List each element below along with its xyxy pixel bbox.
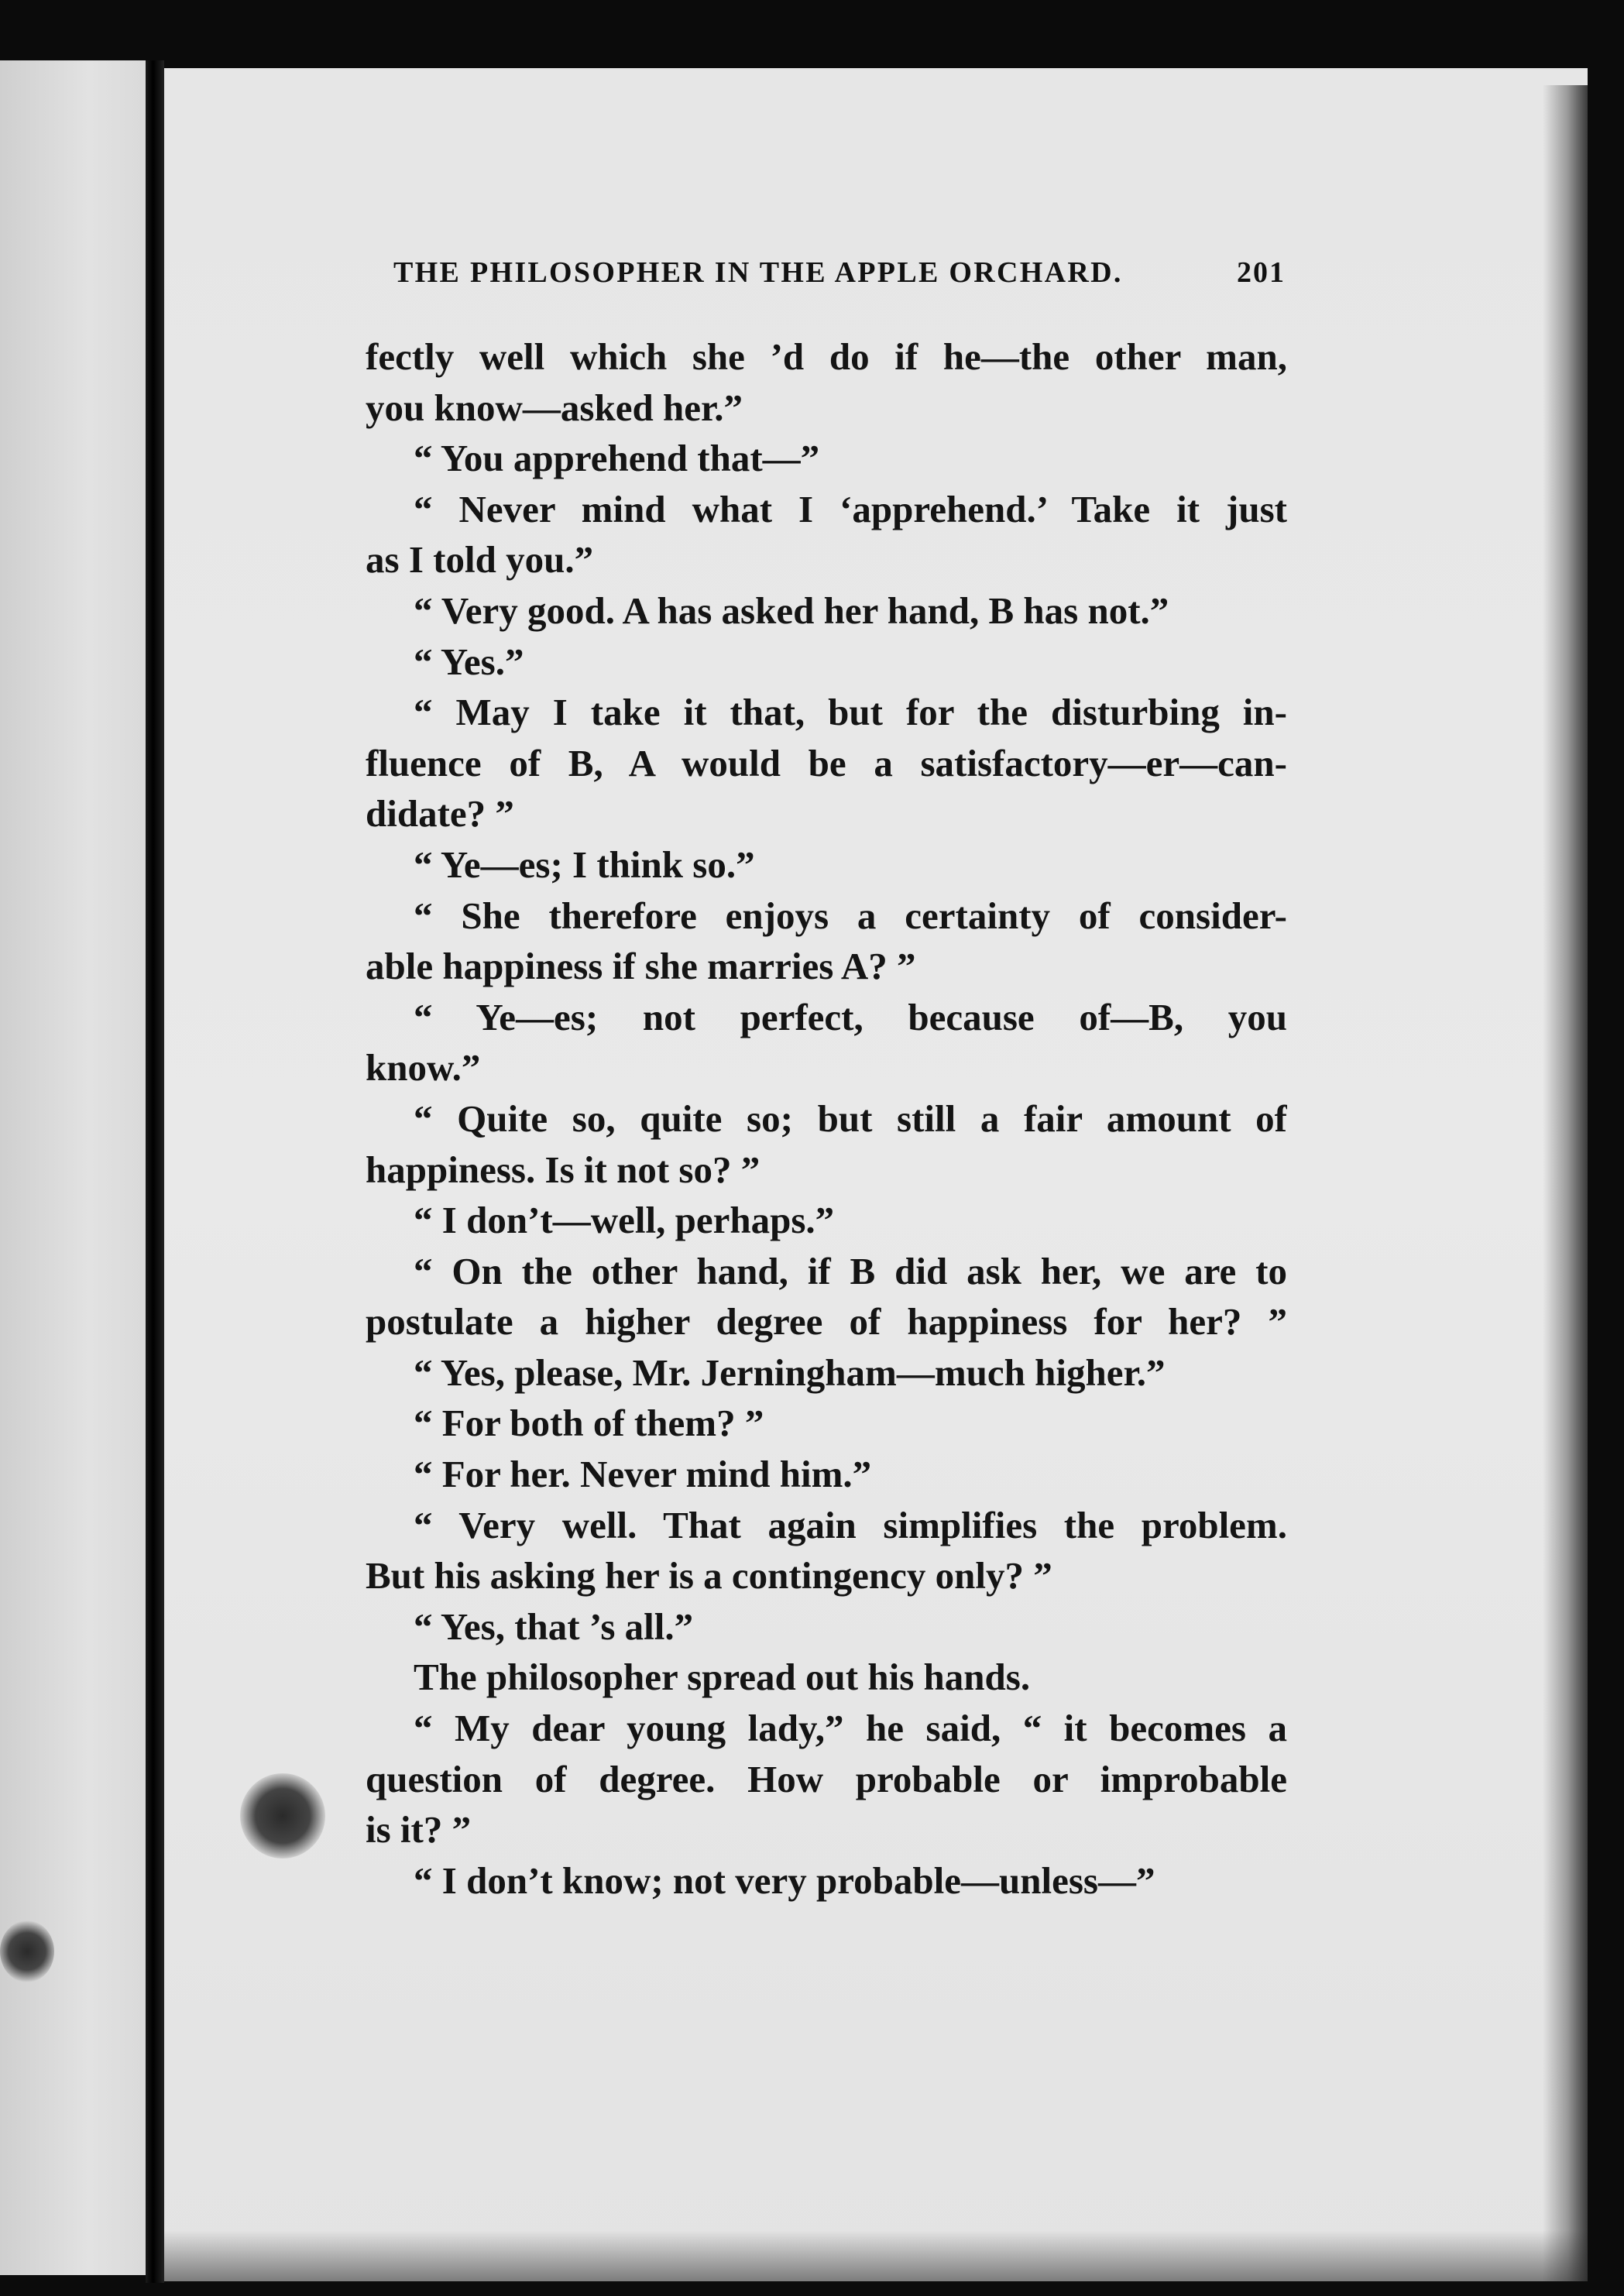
text-line: “ Very good. A has asked her hand, B has not.”	[414, 589, 1169, 632]
text-line: But his asking her is a contingency only? ”	[366, 1554, 1052, 1598]
page-edge-shadow	[1543, 85, 1588, 2281]
ink-smudge	[240, 1773, 325, 1858]
text-line: you know—asked her.”	[366, 386, 743, 429]
page-number: 201	[1237, 256, 1286, 289]
body-text	[366, 331, 1287, 1906]
text-line: “ Ye—es; I think so.”	[414, 843, 755, 886]
text-line: “ Quite so, quite so; but still a fair amount of	[414, 1097, 1287, 1140]
page-bottom-shadow	[164, 2230, 1588, 2281]
text-line: “ I don’t—well, perhaps.”	[414, 1199, 835, 1242]
running-head	[393, 256, 1286, 290]
text-line: able happiness if she marries A? ”	[366, 945, 916, 988]
text-line: The philosopher spread out his hands.	[414, 1656, 1031, 1699]
text-line: “ Yes.”	[414, 640, 524, 683]
text-line: “ Very well. That again simplifies the problem.	[414, 1503, 1287, 1546]
running-head-title: THE PHILOSOPHER IN THE APPLE ORCHARD.	[393, 256, 1123, 289]
text-line: “ My dear young lady,” he said, “ it becomes a	[414, 1707, 1287, 1750]
text-line: “ You apprehend that—”	[414, 437, 820, 480]
text-line: “ For her. Never mind him.”	[414, 1453, 872, 1496]
text-line: “ I don’t know; not very probable—unless—”	[414, 1858, 1155, 1902]
text-line: know.”	[366, 1046, 481, 1090]
text-line: “ Yes, please, Mr. Jerningham—much higher.”	[414, 1350, 1166, 1394]
text-line: postulate a higher degree of happiness for her? ”	[366, 1300, 1287, 1344]
text-line: is it? ”	[366, 1808, 472, 1852]
ink-smudge	[0, 1920, 54, 1982]
text-line: “ She therefore enjoys a certainty of consider-	[414, 894, 1287, 937]
text-line: “ On the other hand, if B did ask her, we are to	[414, 1249, 1287, 1292]
text-line: question of degree. How probable or improbable	[366, 1757, 1287, 1800]
text-line: happiness. Is it not so? ”	[366, 1148, 760, 1191]
text-line: didate? ”	[366, 792, 514, 836]
text-line: “ May I take it that, but for the disturbing in-	[414, 691, 1287, 734]
text-line: “ Yes, that ’s all.”	[414, 1604, 694, 1648]
book-gutter	[146, 60, 164, 2283]
text-line: “ Ye—es; not perfect, because of—B, you	[414, 995, 1287, 1038]
text-line: fectly well which she ’d do if he—the other man,	[366, 335, 1287, 378]
text-line: fluence of B, A would be a satisfactory—er—can-	[366, 741, 1287, 784]
text-line: “ Never mind what I ‘apprehend.’ Take it just	[414, 487, 1287, 530]
text-line: “ For both of them? ”	[414, 1402, 764, 1445]
text-line: as I told you.”	[366, 538, 594, 582]
